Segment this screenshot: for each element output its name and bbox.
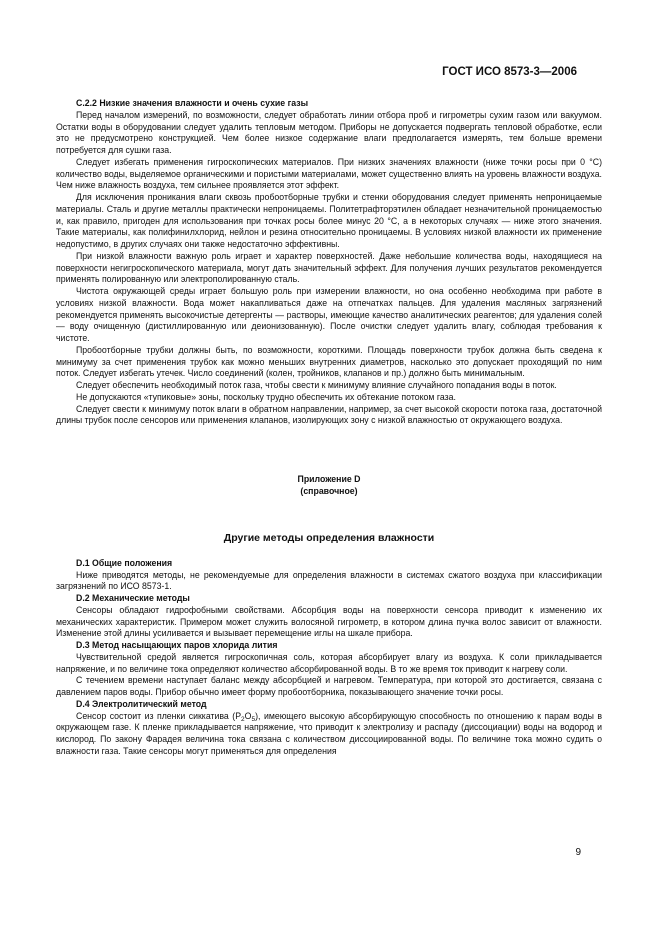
paragraph: Следует избегать применения гигроскопических материалов. При низких значениях влажности (ниже точки росы при 0 °C) количество воды, выделяемое органическими и пористыми материалами, может существенно влиять на уровень влажности воздуха. Чем ниже влажность воздуха, тем сильнее проявляется этот эффект. bbox=[56, 156, 602, 191]
subscript: 2 bbox=[241, 715, 245, 723]
subscript: 5 bbox=[251, 715, 256, 723]
section-heading-d4: D.4 Электролитический метод bbox=[76, 698, 207, 709]
paragraph: Чистота окружающей среды играет большую роль при измерении влажности, но она особенно необходима при работе в условиях низкой влажности. Вода может накапливаться даже на отпечатках пальцев. Для удаления масляных загрязнений рекомендуется применять высокочистые детергенты — растворы, имеющие качество аналитических реагентов; для удаления солей — воду очищенную (дистиллированную или деионизованную). После очистки следует удалить влагу, соблюдая требования к чистоте. bbox=[56, 286, 602, 343]
paragraph: Чувствительной средой является гигроскопичная соль, которая абсорбирует влагу из воздуха. К соли прикладывается напряжение, и по величине тока определяют количество абсорбированной воды. В то же время ток приводит к нагреву соли. bbox=[56, 651, 602, 674]
text-run: Сенсор состоит из пленки сиккатива (P bbox=[76, 710, 242, 721]
paragraph: Пробоотборные трубки должны быть, по возможности, короткими. Площадь поверхности трубок должна быть сведена к минимуму за счет применения трубок как можно меньших внутренних диаметров, насколько это допускает проходящий по ним поток. Следует избегать утечек. Число соединений (колен, тройников, клапанов и пр.) должно быть минимальным. bbox=[56, 344, 602, 379]
paragraph: Ниже приводятся методы, не рекомендуемые для определения влажности в системах сжатого воздуха при классификации загрязнений по ИСО 8573-1. bbox=[56, 569, 602, 592]
section-heading-d3: D.3 Метод насыщающих паров хлорида лития bbox=[76, 640, 278, 650]
paragraph: Следует обеспечить необходимый поток газа, чтобы свести к минимуму влияние случайного попадания воды в поток. bbox=[76, 380, 557, 390]
page-number: 9 bbox=[575, 847, 581, 858]
document-body bbox=[56, 98, 602, 758]
appendix-status: (справочное) bbox=[300, 486, 358, 496]
paragraph bbox=[56, 711, 602, 758]
appendix-title: Другие методы определения влажности bbox=[223, 532, 435, 544]
paragraph: Не допускаются «тупиковые» зоны, поскольку трудно обеспечить их обтекание потоком газа. bbox=[76, 391, 456, 402]
text-run: O bbox=[244, 710, 252, 721]
paragraph: Следует свести к минимуму поток влаги в обратном направлении, например, за счет высокой скорости потока газа, достаточной длины трубок после сенсоров или применения клапанов, изолирующих зону с низкой влажностью от окружающего воздуха. bbox=[56, 403, 602, 426]
paragraph: С течением времени наступает баланс между абсорбцией и нагревом. Температура, при которой это достигается, связана с давлением паров воды. Прибор обычно имеет форму пробоотборника, показывающего значение точки росы. bbox=[56, 675, 602, 697]
appendix-label: Приложение D bbox=[297, 474, 361, 484]
section-heading-d2: D.2 Механические методы bbox=[76, 593, 190, 603]
section-heading-d1: D.1 Общие положения bbox=[76, 557, 173, 568]
section-heading-c22: C.2.2 Низкие значения влажности и очень сухие газы bbox=[76, 98, 309, 108]
paragraph: При низкой влажности важную роль играет и характер поверхностей. Даже небольшие количества воды, находящиеся на поверхности негигроскопического материала, могут дать значительный эффект. Для получения лучших результатов рекомендуется применять полированную или электрополированную сталь. bbox=[56, 250, 602, 285]
appendix-header bbox=[56, 473, 602, 497]
section-c22-body bbox=[56, 110, 602, 427]
document-id: ГОСТ ИСО 8573-3—2006 bbox=[442, 66, 577, 78]
text-run: ), имеющего высокую абсорбирующую способность по отношению к парам воды в окружающем газе. К пленке прикладывается напряжение, что приводит к электролизу и распаду (диссоциации) воды на водород и кислород. По закону Фарадея величина тока связана с количеством диссоциированной воды. По величине тока можно судить о влажности газа. Такие сенсоры могут применяться для определения bbox=[56, 710, 602, 756]
paragraph: Сенсоры обладают гидрофобными свойствами. Абсорбция воды на поверхности сенсора приводит к изменению их механических характеристик. Примером может служить волосяной гигрометр, в котором длина пучка волос зависит от влажности. Изменение этой длины усиливается и вызывает перемещение иглы на шкале прибора. bbox=[56, 604, 602, 639]
paragraph: Для исключения проникания влаги сквозь пробоотборные трубки и стенки оборудования следует применять непроницаемые материалы. Сталь и другие металлы практически непроницаемы. Политетрафторэтилен обладает незначительной проницаемостью и, как правило, пригоден для использования при точках росы более минус 20 °C, а в некоторых случаях — ниже этого значения. Такие материалы, как полифинилхлорид, нейлон и резина относительно проницаемы. В условиях низкой влажности их применение недопустимо, в других случаях они также недостаточно эффективны. bbox=[56, 192, 602, 249]
paragraph: Перед началом измерений, по возможности, следует обработать линии отбора проб и гигрометры сухим газом или вакуумом. Остатки воды в оборудовании следует удалить тепловым методом. Приборы не допускается подвергать тепловой обработке, если это не предусмотрено конструкцией. Чем более низкое содержание влаги предполагается измерять, тем больше времени потребуется для сушки газа. bbox=[56, 109, 602, 155]
